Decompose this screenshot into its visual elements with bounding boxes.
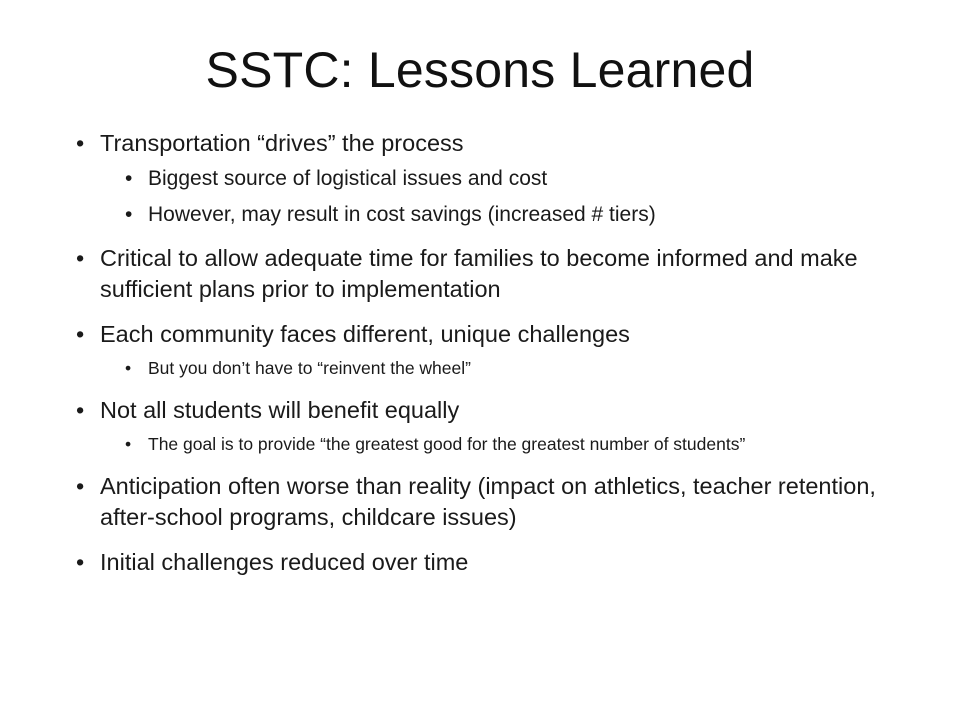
- sub-bullet-list: [100, 165, 896, 229]
- bullet-list: [76, 128, 896, 592]
- bullet-item: [76, 471, 896, 533]
- sub-bullet-list: [100, 432, 896, 457]
- bullet-text: Critical to allow adequate time for families to become informed and make sufficient plans prior to implementation: [100, 245, 858, 302]
- bullet-item: [76, 547, 896, 578]
- sub-bullet-item: • Biggest source of logistical issues and cost: [125, 165, 896, 193]
- slide-title: SSTC: Lessons Learned: [205, 42, 755, 98]
- bullet-item: [76, 395, 896, 457]
- bullet-item: [76, 319, 896, 381]
- sub-bullet-item: • But you don’t have to “reinvent the wheel”: [125, 356, 896, 381]
- sub-bullet-item: • The goal is to provide “the greatest good for the greatest number of students”: [125, 432, 896, 457]
- bullet-text: Each community faces different, unique challenges: [100, 321, 630, 347]
- bullet-item: [76, 128, 896, 229]
- bullet-item: [76, 243, 896, 305]
- bullet-text: Not all students will benefit equally: [100, 397, 460, 423]
- bullet-text: Transportation “drives” the process: [100, 130, 464, 156]
- sub-bullet-list: [100, 356, 896, 381]
- bullet-text: Initial challenges reduced over time: [100, 549, 469, 575]
- bullet-text: Anticipation often worse than reality (impact on athletics, teacher retention, after-school programs, childcare issues): [100, 473, 876, 530]
- sub-bullet-item: • However, may result in cost savings (increased # tiers): [125, 201, 896, 229]
